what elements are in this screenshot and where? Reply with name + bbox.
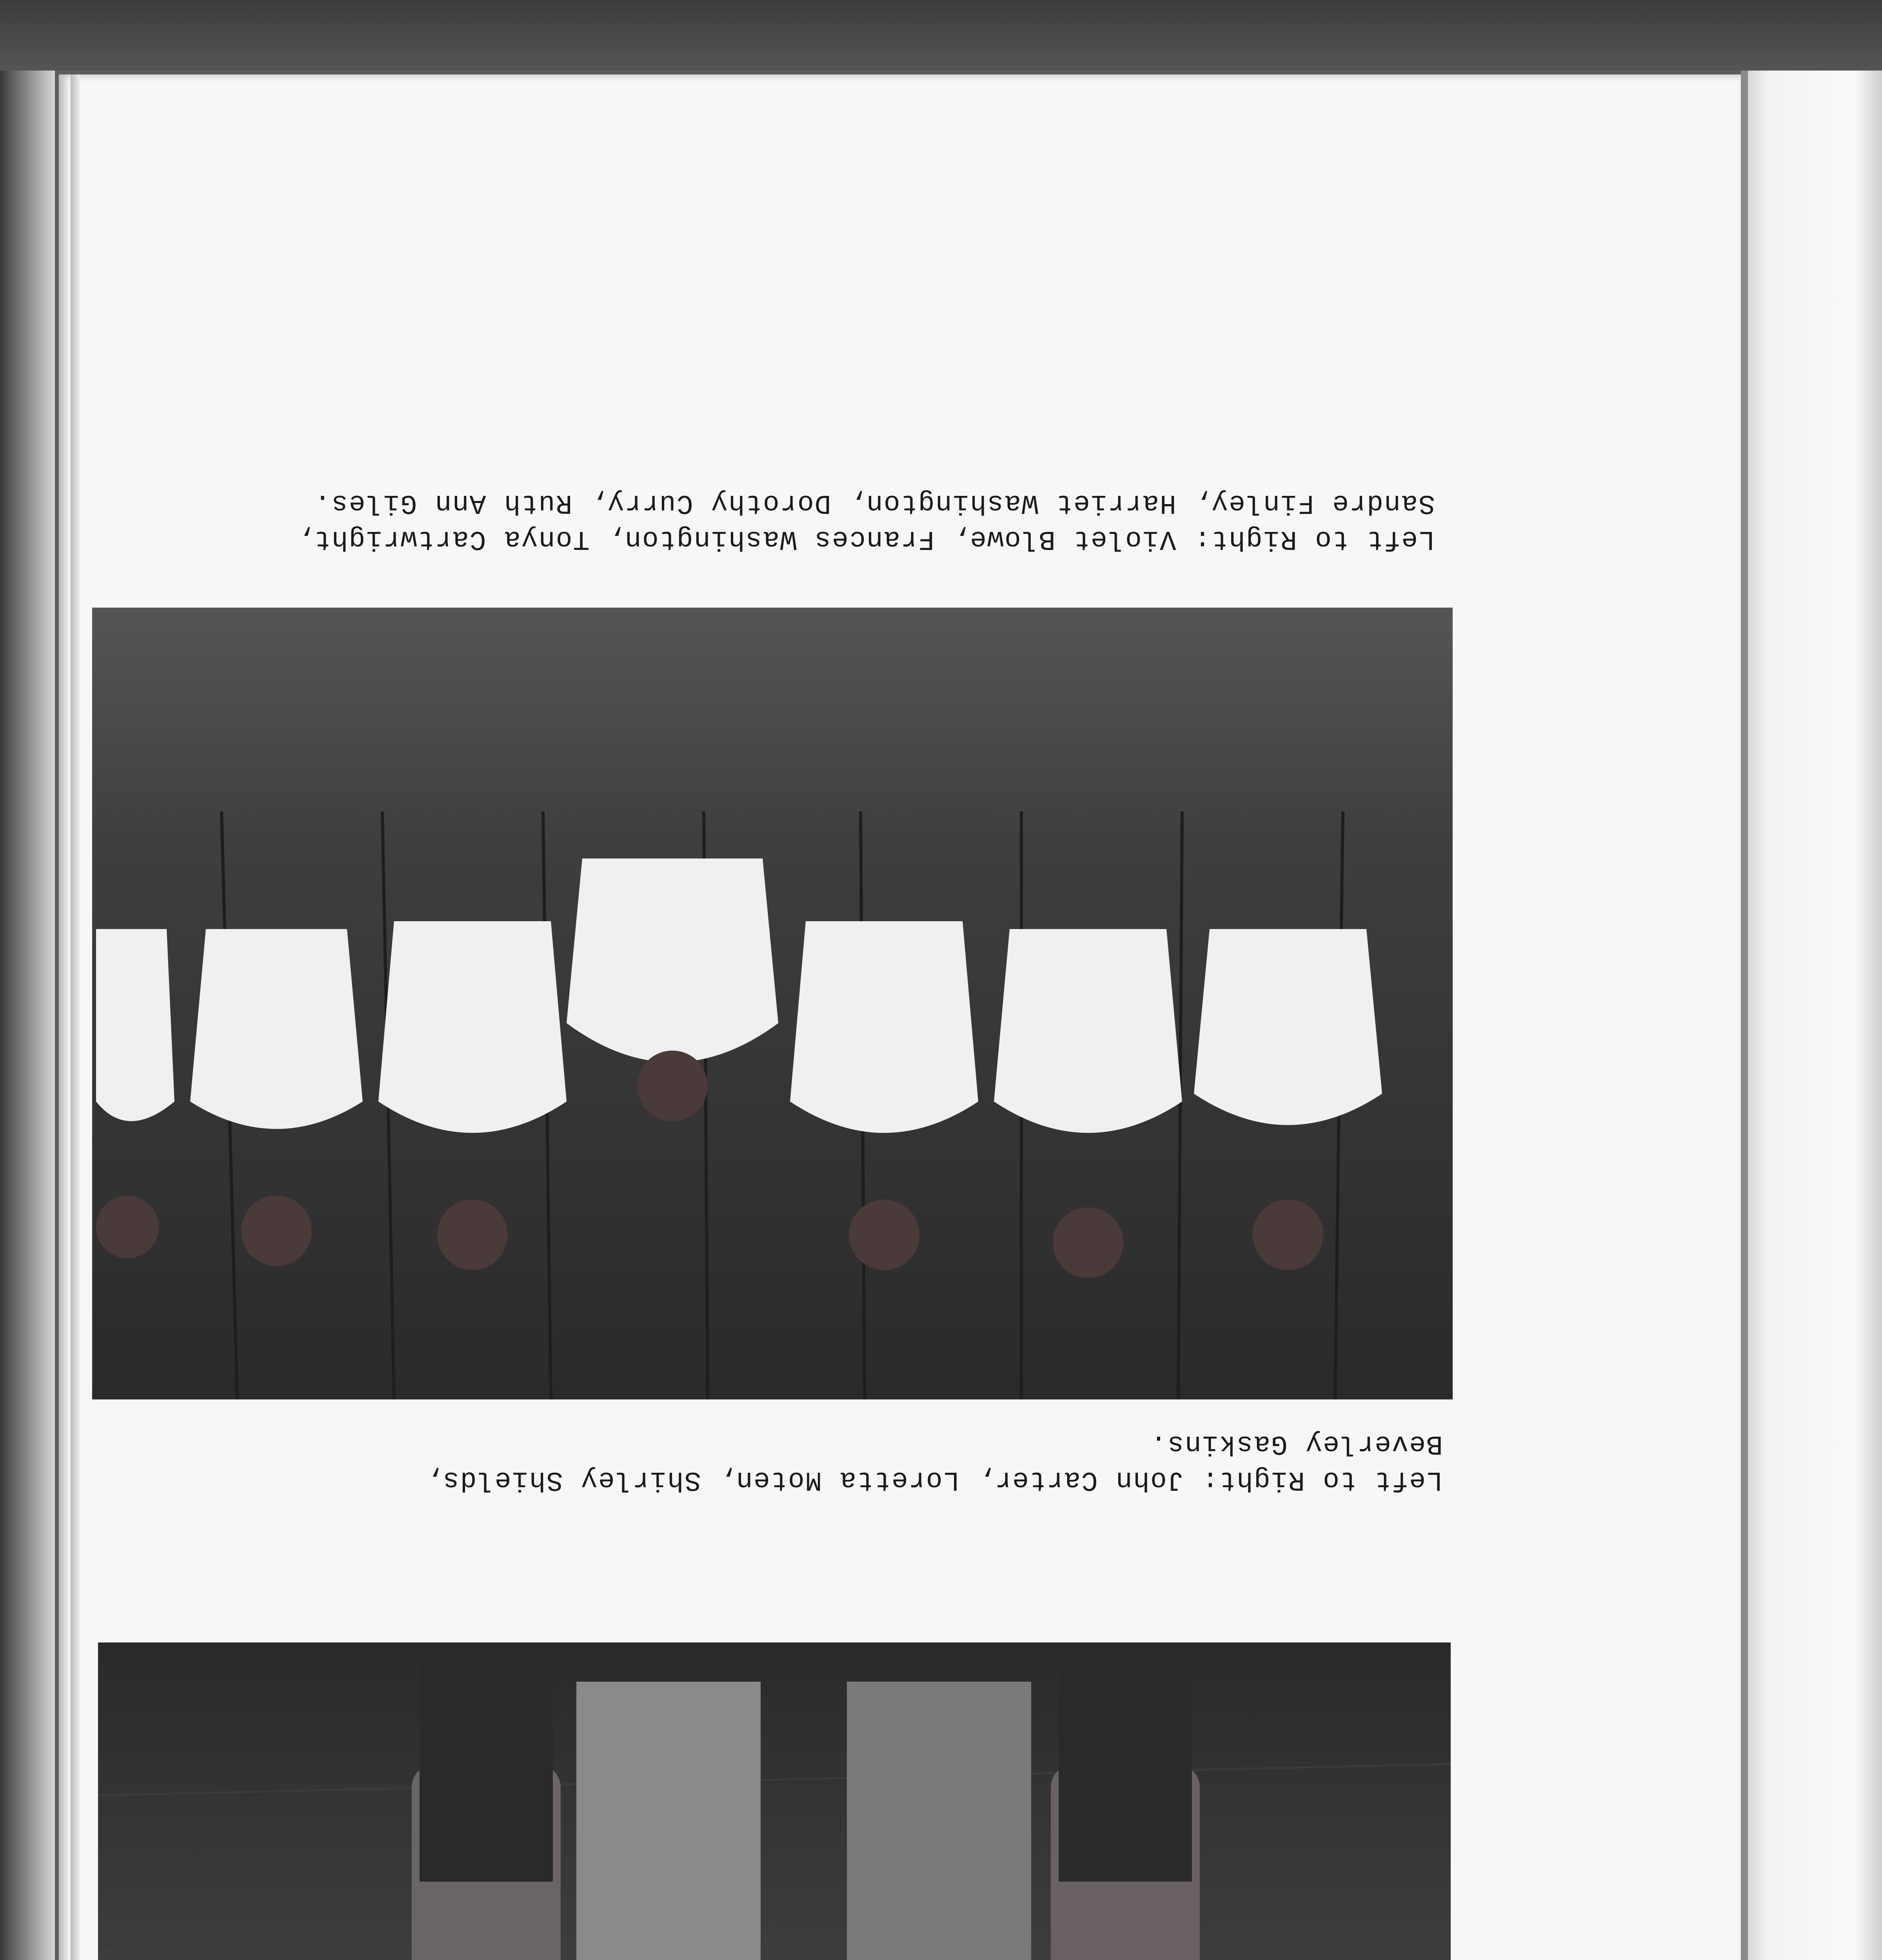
caption-square-dance-line-1: Left to Right: John Carter, Loretta Moten, Shirley Shields, (425, 1464, 1443, 1495)
scanned-page (59, 74, 1741, 1960)
rotated-page-content (59, 74, 1741, 1960)
photo-square-dance-image (98, 1642, 1451, 1960)
caption-square-dance (149, 1425, 1443, 1497)
caption-dancers-line-1: Left to Right: Violet Blowe, Frances Washington, Tonya Cartwright, (296, 523, 1435, 554)
caption-dancers (102, 485, 1435, 557)
page-gap (1741, 71, 1748, 1960)
caption-square-dance-line-2: Beverley Gaskins. (1149, 1428, 1443, 1459)
photo-dancers (92, 608, 1453, 1399)
photo-dancers-image (92, 608, 1453, 1399)
scan-top-band (0, 0, 1882, 71)
book-left-edge (0, 71, 55, 1960)
caption-dancers-line-2: Sandre Finley, Harriet Washington, Dorothy Curry, Ruth Ann Giles. (313, 487, 1435, 518)
book-right-edge (1741, 71, 1882, 1960)
photo-square-dance (98, 1642, 1451, 1960)
